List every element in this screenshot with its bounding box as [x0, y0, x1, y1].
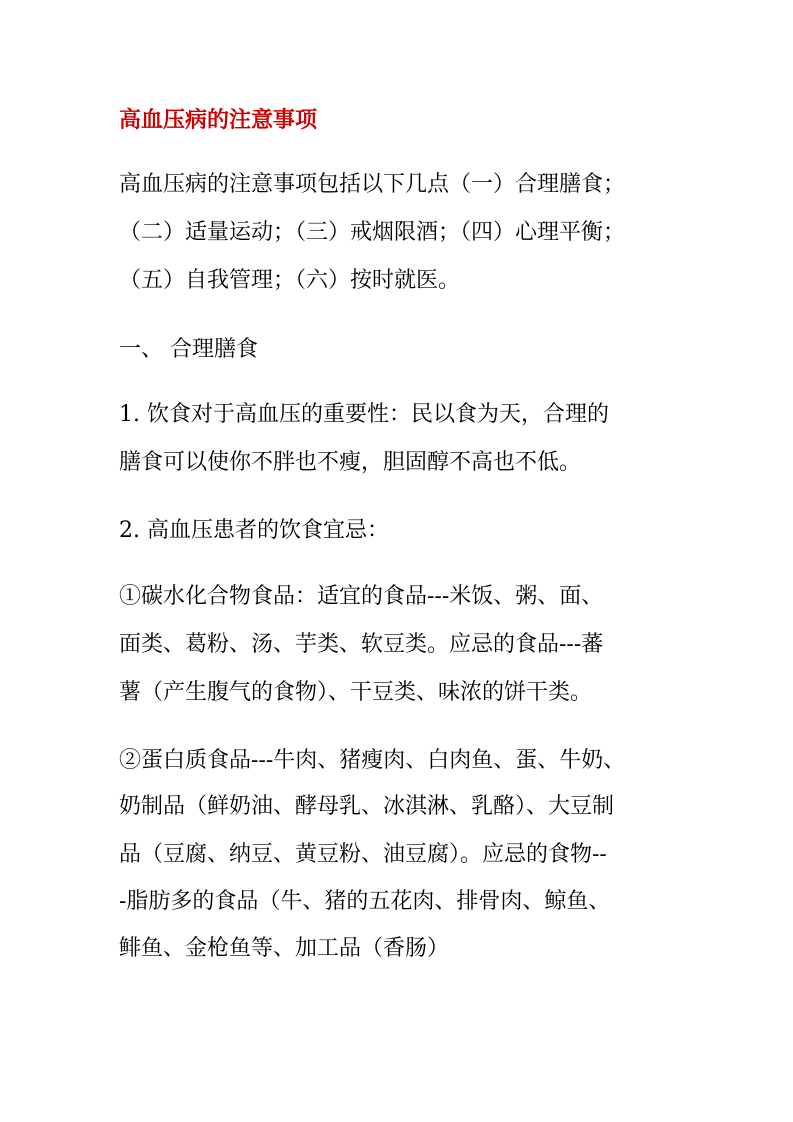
- item-2-line-4: -脂肪多的食品（牛、猪的五花肉、排骨肉、鲸鱼、: [119, 889, 611, 914]
- point-1-line-2: 膳食可以使你不胖也不瘦，胆固醇不高也不低。: [119, 450, 582, 475]
- point-2-heading: 2. 高血压患者的饮食宜忌：: [119, 518, 389, 543]
- intro-line-1: 高血压病的注意事项包括以下几点（一）合理膳食；: [119, 172, 626, 197]
- item-2-line-1: ②蛋白质食品---牛肉、猪瘦肉、白肉鱼、蛋、牛奶、: [119, 748, 626, 773]
- item-2-line-3: 品（豆腐、纳豆、黄豆粉、油豆腐）。应忌的食物--: [119, 842, 607, 867]
- section-heading-diet: 一、 合理膳食: [119, 337, 258, 362]
- item-1-line-1: ①碳水化合物食品：适宜的食品---米饭、粥、面、: [119, 584, 604, 609]
- document-title: 高血压病的注意事项: [119, 107, 318, 133]
- item-2-line-2: 奶制品（鲜奶油、酵母乳、冰淇淋、乳酪）、大豆制: [119, 794, 615, 819]
- intro-line-3: （五）自我管理；（六）按时就医。: [119, 268, 461, 293]
- intro-line-2: （二）适量运动；（三）戒烟限酒；（四）心理平衡；: [119, 220, 626, 245]
- item-1-line-2: 面类、葛粉、汤、芋类、软豆类。应忌的食品---蕃: [119, 632, 604, 657]
- item-1-line-3: 薯（产生腹气的食物）、干豆类、味浓的饼干类。: [119, 680, 593, 705]
- item-2-line-5: 鲱鱼、金枪鱼等、加工品（香肠）: [119, 936, 450, 961]
- point-1-line-1: 1. 饮食对于高血压的重要性：民以食为天，合理的: [119, 402, 609, 427]
